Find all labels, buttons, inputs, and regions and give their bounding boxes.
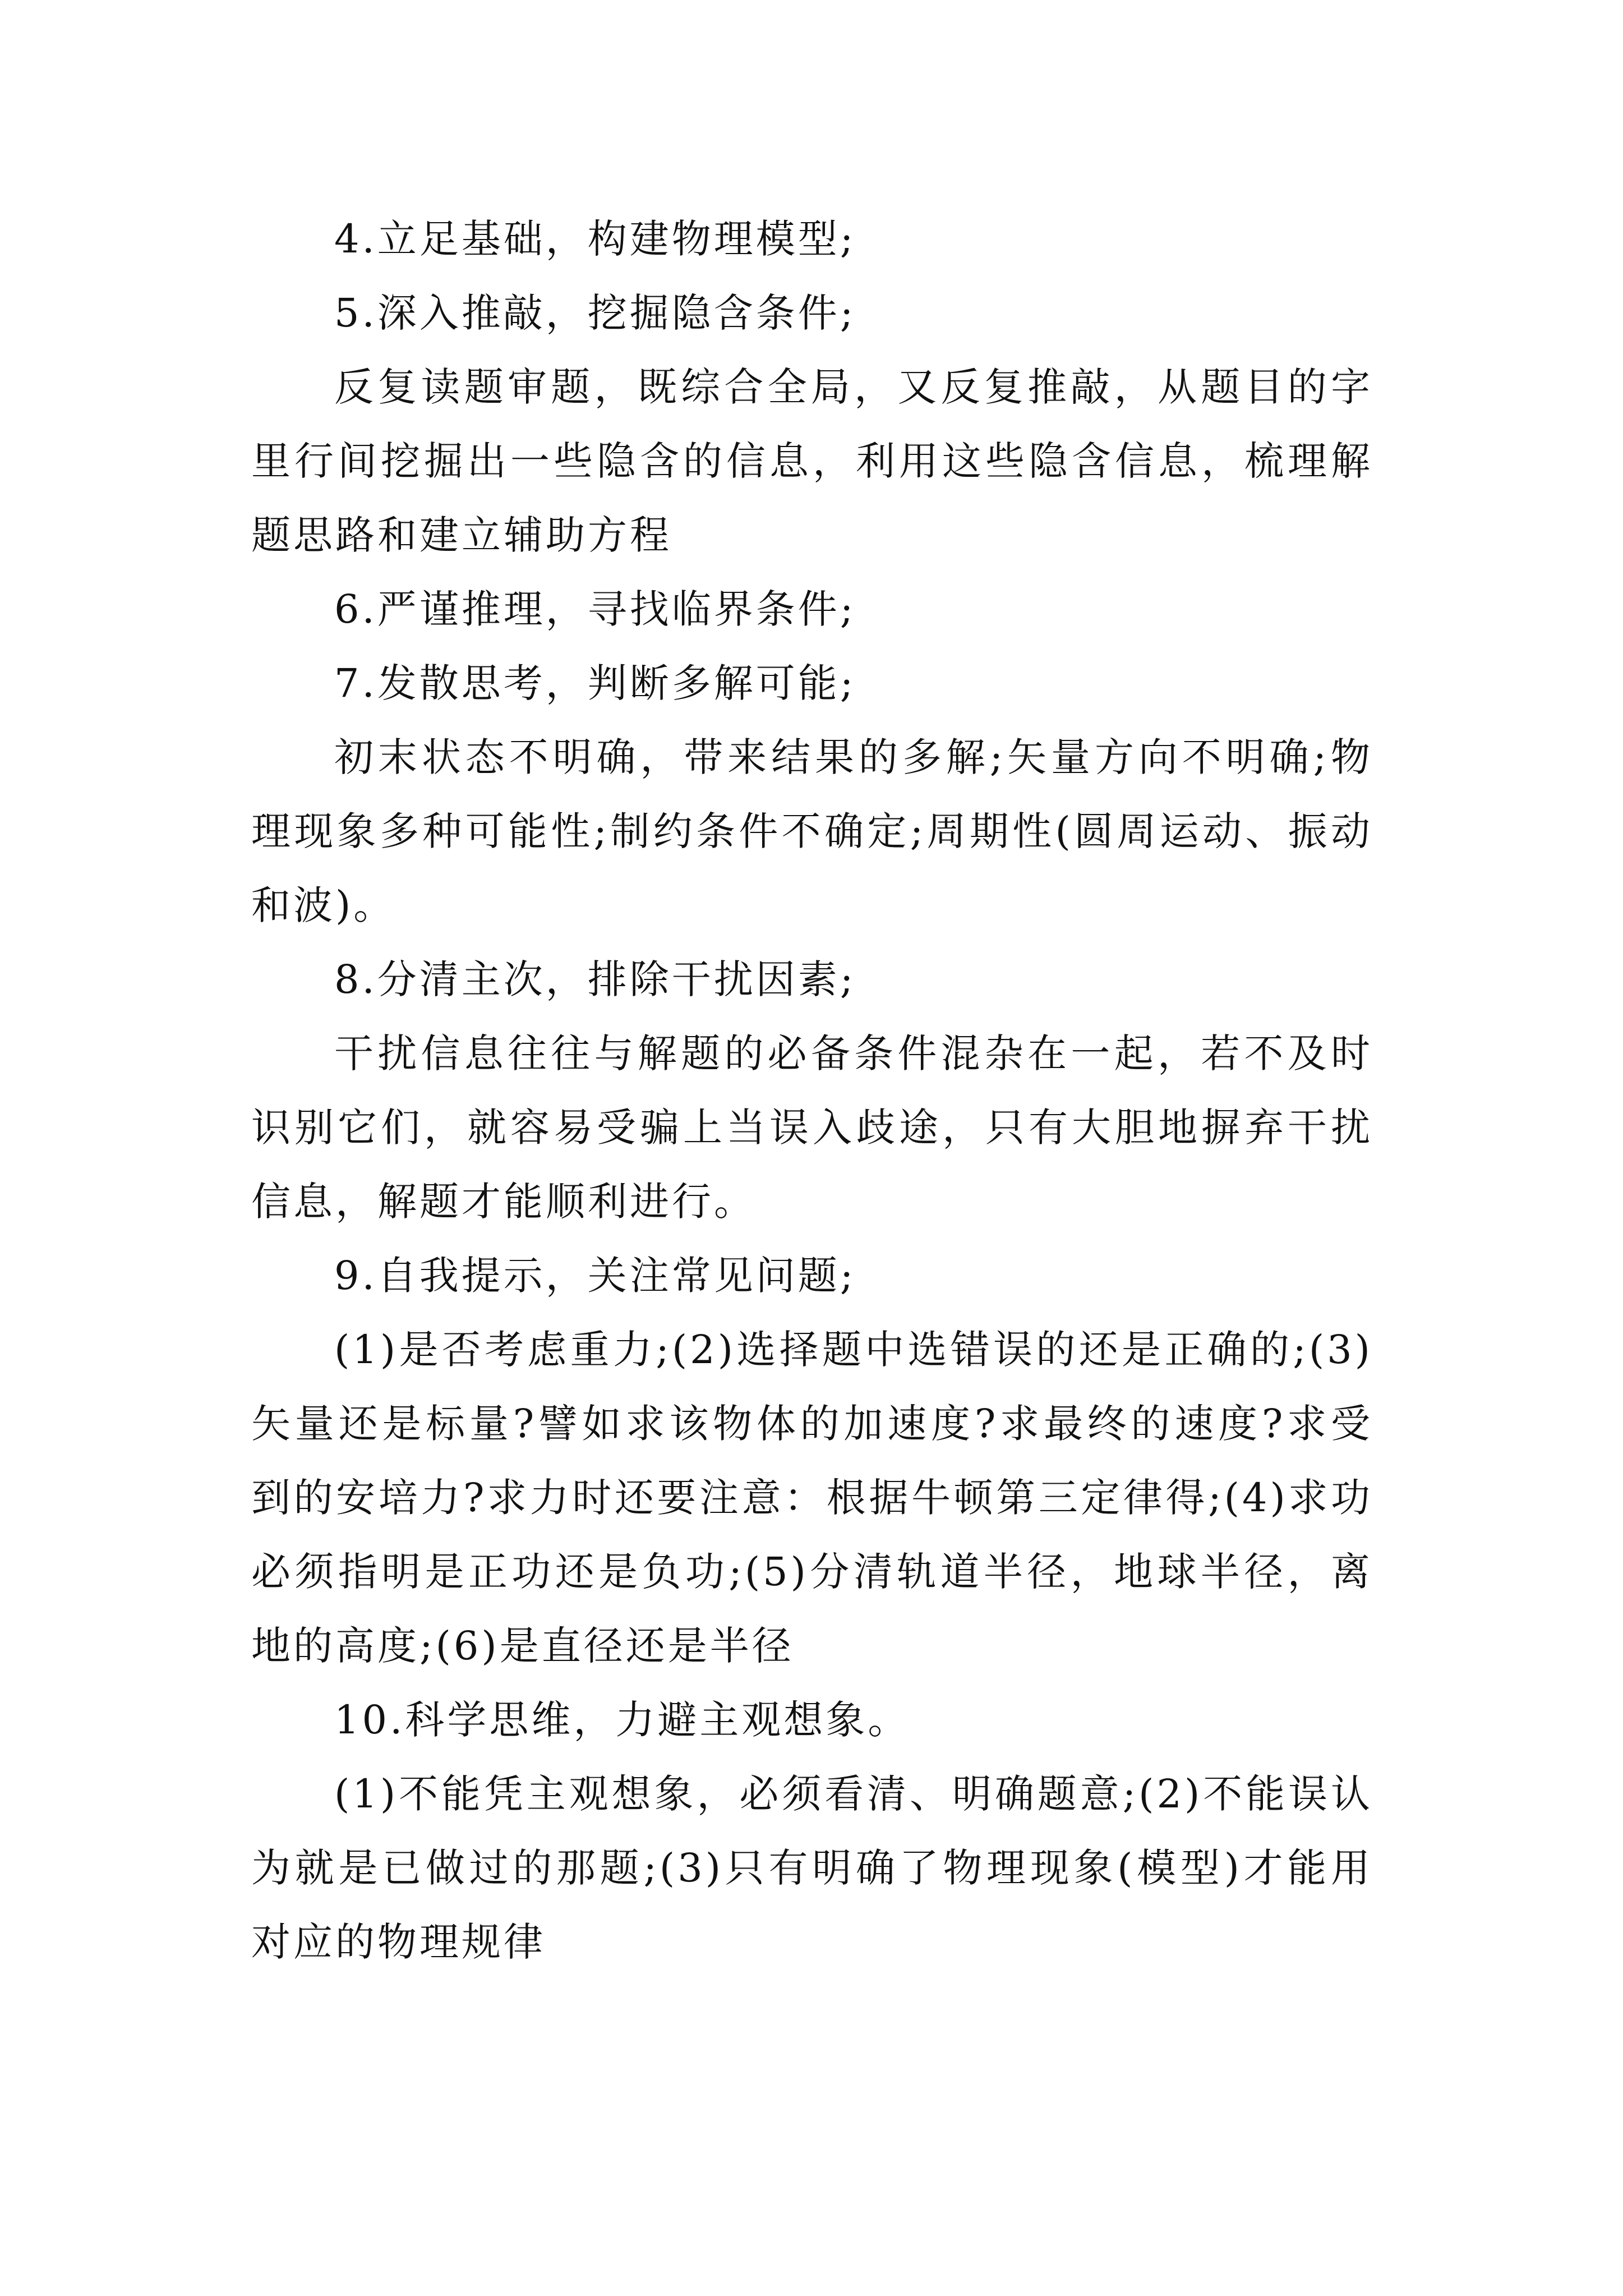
paragraph-item-9: 9.自我提示，关注常见问题;	[334, 1253, 856, 1299]
paragraph-interference: 干扰信息往往与解题的必备条件混杂在一起，若不及时识别它们，就容易受骗上当误入歧途，只有大胆地摒弃干扰信息，解题才能顺利进行。	[251, 1030, 1373, 1225]
paragraph-hidden-conditions: 反复读题审题，既综合全局，又反复推敲，从题目的字里行间挖掘出一些隐含的信息，利用这些隐含信息，梳理解题思路和建立辅助方程	[251, 364, 1373, 558]
paragraph-item-8: 8.分清主次，排除干扰因素;	[334, 956, 856, 1002]
paragraph-item-5: 5.深入推敲，挖掘隐含条件;	[334, 290, 856, 336]
paragraph-item-7: 7.发散思考，判断多解可能;	[334, 660, 856, 706]
paragraph-multiple-solutions: 初末状态不明确，带来结果的多解;矢量方向不明确;物理现象多种可能性;制约条件不确定;周期性(圆周运动、振动和波)。	[251, 734, 1373, 928]
paragraph-common-issues: (1)是否考虑重力;(2)选择题中选错误的还是正确的;(3)矢量还是标量?譬如求该物体的加速度?求最终的速度?求受到的安培力?求力时还要注意：根据牛顿第三定律得;(4)求功必须指明是正功还是负功;(5)分清轨道半径，地球半径，离地的高度;(6)是直径还是半径	[251, 1327, 1373, 1669]
document-body	[251, 202, 1373, 1979]
paragraph-scientific-thinking: (1)不能凭主观想象，必须看清、明确题意;(2)不能误认为就是已做过的那题;(3)只有明确了物理现象(模型)才能用对应的物理规律	[251, 1771, 1373, 1965]
paragraph-item-10: 10.科学思维，力避主观想象。	[334, 1697, 910, 1743]
paragraph-item-4: 4.立足基础，构建物理模型;	[334, 216, 856, 262]
paragraph-item-6: 6.严谨推理，寻找临界条件;	[334, 586, 856, 632]
